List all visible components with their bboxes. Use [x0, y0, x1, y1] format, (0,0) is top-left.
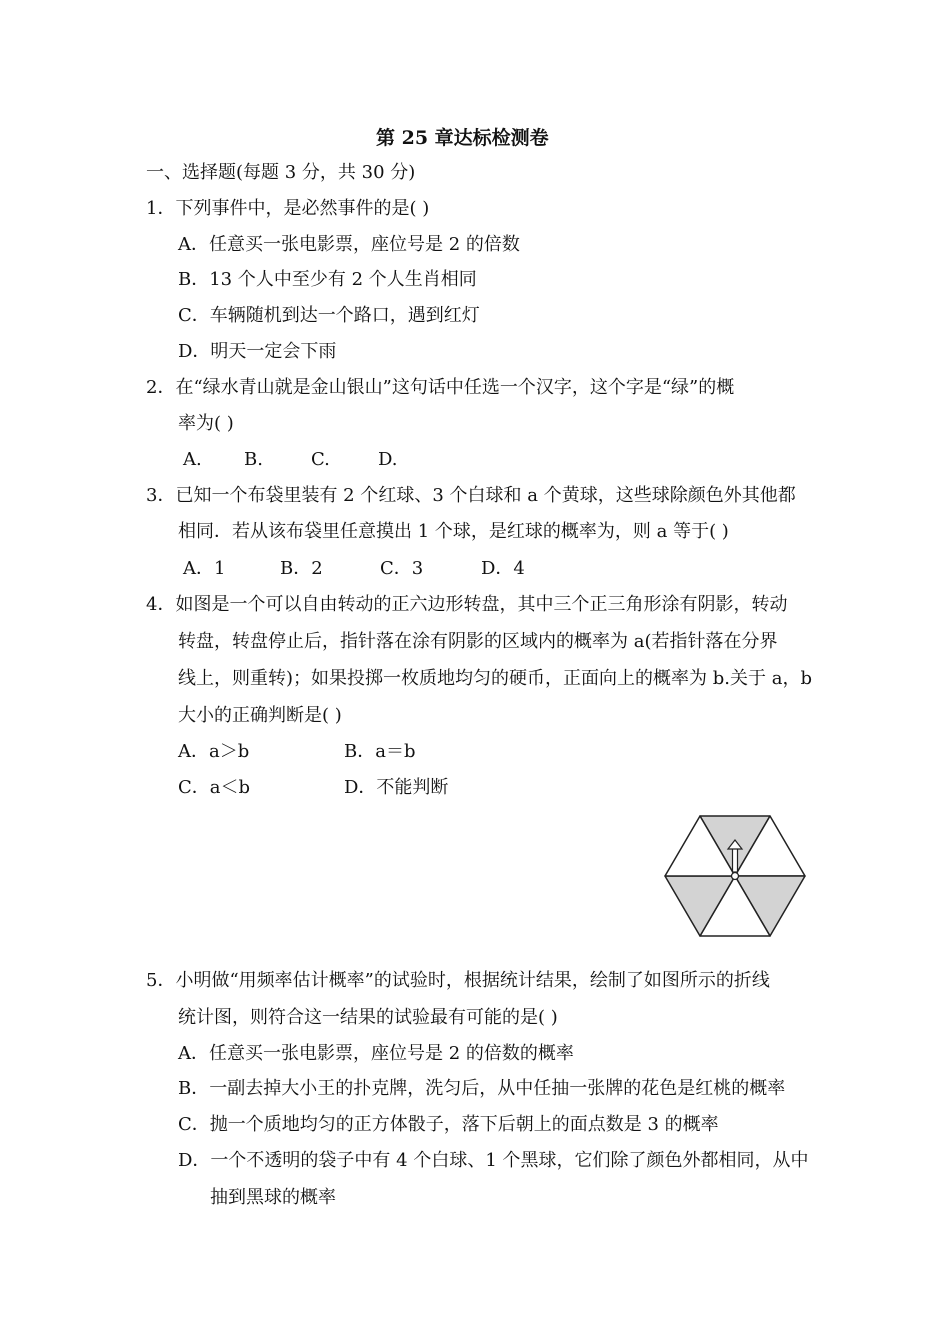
q5-option-b: B．一副去掉大小王的扑克牌，洗匀后，从中任抽一张牌的花色是红桃的概率 — [178, 1078, 786, 1099]
q3-option-d: D．4 — [481, 558, 525, 579]
q5-option-d-line1: D．一个不透明的袋子中有 4 个白球、1 个黑球，它们除了颜色外都相同，从中 — [178, 1150, 809, 1171]
q4-options-row2 — [178, 776, 448, 800]
q5-option-a: A．任意买一张电影票，座位号是 2 的倍数的概率 — [178, 1043, 574, 1064]
question-2-stem-line1: 2．在“绿水青山就是金山银山”这句话中任选一个汉字，这个字是“绿”的概 — [146, 377, 735, 398]
q4-options-row1 — [178, 740, 415, 764]
q1-option-c: C．车辆随机到达一个路口，遇到红灯 — [178, 305, 480, 326]
q2-option-c: C. — [311, 449, 330, 470]
q3-option-c: C．3 — [380, 558, 424, 579]
q3-options — [183, 557, 525, 581]
q5-option-d-line2: 抽到黑球的概率 — [210, 1187, 336, 1208]
hexagon-spinner-figure — [662, 814, 808, 940]
exam-title: 第 25 章达标检测卷 — [376, 127, 549, 149]
question-4-stem-line1: 4．如图是一个可以自由转动的正六边形转盘，其中三个正三角形涂有阴影，转动 — [146, 594, 788, 615]
q1-option-b: B．13 个人中至少有 2 个人生肖相同 — [178, 269, 477, 290]
question-5-stem-line1: 5．小明做“用频率估计概率”的试验时，根据统计结果，绘制了如图所示的折线 — [146, 970, 770, 991]
question-3-stem-line1: 3．已知一个布袋里装有 2 个红球、3 个白球和 a 个黄球，这些球除颜色外其他都 — [146, 485, 796, 506]
q2-option-a: A. — [183, 449, 202, 470]
q4-option-a: A．a＞b — [178, 741, 250, 762]
question-4-stem-line2: 转盘，转盘停止后，指针落在涂有阴影的区域内的概率为 a(若指针落在分界 — [178, 631, 778, 652]
question-1-stem: 1．下列事件中，是必然事件的是( ) — [146, 198, 430, 219]
question-2-stem-line2: 率为( ) — [178, 413, 234, 434]
question-4-stem-line4: 大小的正确判断是( ) — [178, 705, 342, 726]
q4-option-d: D．不能判断 — [344, 777, 449, 798]
q2-options — [183, 448, 398, 472]
q3-option-a: A．1 — [183, 558, 226, 579]
q2-option-b: B. — [244, 449, 263, 470]
section-heading: 一、选择题(每题 3 分，共 30 分) — [146, 162, 416, 183]
question-3-stem-line2: 相同．若从该布袋里任意摸出 1 个球，是红球的概率为，则 a 等于( ) — [178, 521, 729, 542]
spinner-center-dot — [732, 873, 739, 880]
q2-option-d: D. — [378, 449, 398, 470]
q4-option-c: C．a＜b — [178, 777, 251, 798]
q1-option-a: A．任意买一张电影票，座位号是 2 的倍数 — [178, 234, 520, 255]
q1-option-d: D．明天一定会下雨 — [178, 341, 337, 362]
q5-option-c: C．抛一个质地均匀的正方体骰子，落下后朝上的面点数是 3 的概率 — [178, 1114, 719, 1135]
question-4-stem-line3: 线上，则重转)；如果投掷一枚质地均匀的硬币，正面向上的概率为 b.关于 a，b — [178, 668, 812, 689]
q3-option-b: B．2 — [280, 558, 323, 579]
question-5-stem-line2: 统计图，则符合这一结果的试验最有可能的是( ) — [178, 1007, 558, 1028]
q4-option-b: B．a＝b — [344, 741, 416, 762]
